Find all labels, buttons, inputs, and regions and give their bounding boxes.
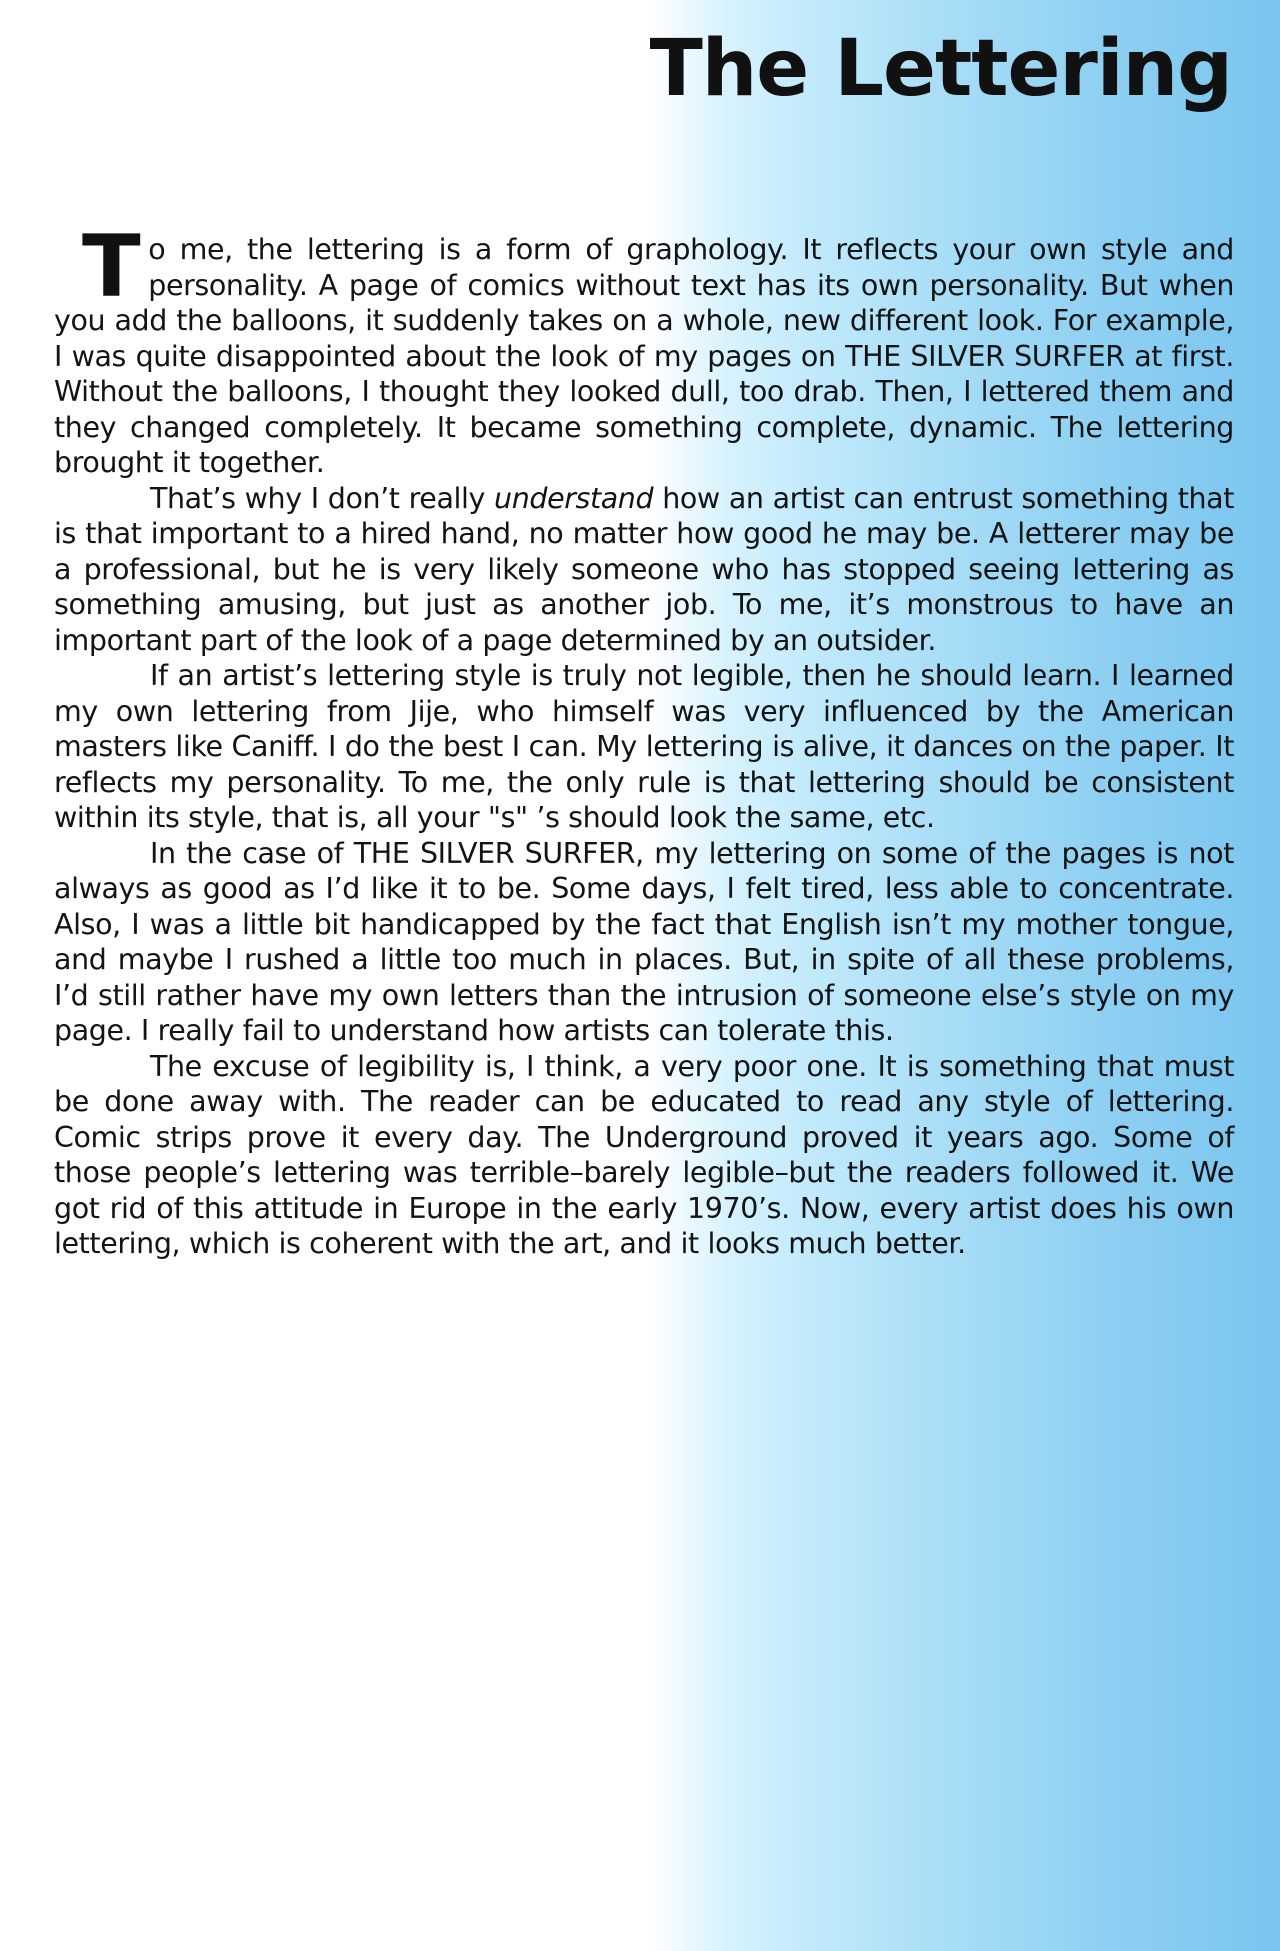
drop-cap: T: [82, 217, 141, 317]
paragraph-2-emphasis: understand: [494, 481, 654, 515]
paragraph-1: [54, 217, 1234, 481]
paragraph-2: [54, 481, 1234, 659]
paragraph-1-text: o me, the lettering is a form of graphology. It reflects your own style and personality. A page of comics without text has its own personality. But when you add the balloons, it suddenly takes on a whole, new different look. For example, I was quite disappointed about the look of my pages on THE SILVER SURFER at first. Without the balloons, I thought they looked dull, too drab. Then, I lettered them and they changed completely. It became something complete, dynamic. The lettering brought it together.: [54, 233, 1234, 479]
paragraph-3: If an artist’s lettering style is truly not legible, then he should learn. I learned my own lettering from Jije, who himself was very influenced by the American masters like Caniff. I do the best I can. My lettering is alive, it dances on the paper. It reflects my personality. To me, the only rule is that lettering should be consistent within its style, that is, all your "s" ’s should look the same, etc.: [54, 659, 1234, 834]
paragraph-2-before: That’s why I don’t really: [150, 481, 495, 515]
page-title: The Lettering: [649, 24, 1232, 114]
paragraph-2-after: how an artist can entrust something that is that important to a hired hand, no matter how good he may be. A letterer may be a professional, but he is very likely someone who has stopped seeing lettering as something amusing, but just as another job. To me, it’s monstrous to have an important part of the look of a page determined by an outsider.: [54, 481, 1234, 657]
paragraph-5: The excuse of legibility is, I think, a very poor one. It is something that must be done away with. The reader can be educated to read any style of lettering. Comic strips prove it every day. The Underground proved it years ago. Some of those people’s lettering was terrible–barely legible–but the readers followed it. We got rid of this attitude in Europe in the early 1970’s. Now, every artist does his own lettering, which is coherent with the art, and it looks much better.: [54, 1049, 1234, 1260]
article-body: [54, 217, 1234, 1262]
paragraph-4: In the case of THE SILVER SURFER, my lettering on some of the pages is not always as good as I’d like it to be. Some days, I felt tired, less able to concentrate. Also, I was a little bit handicapped by the fact that English isn’t my mother tongue, and maybe I rushed a little too much in places. But, in spite of all these problems, I’d still rather have my own letters than the intrusion of someone else’s style on my page. I really fail to understand how artists can tolerate this.: [54, 836, 1234, 1047]
